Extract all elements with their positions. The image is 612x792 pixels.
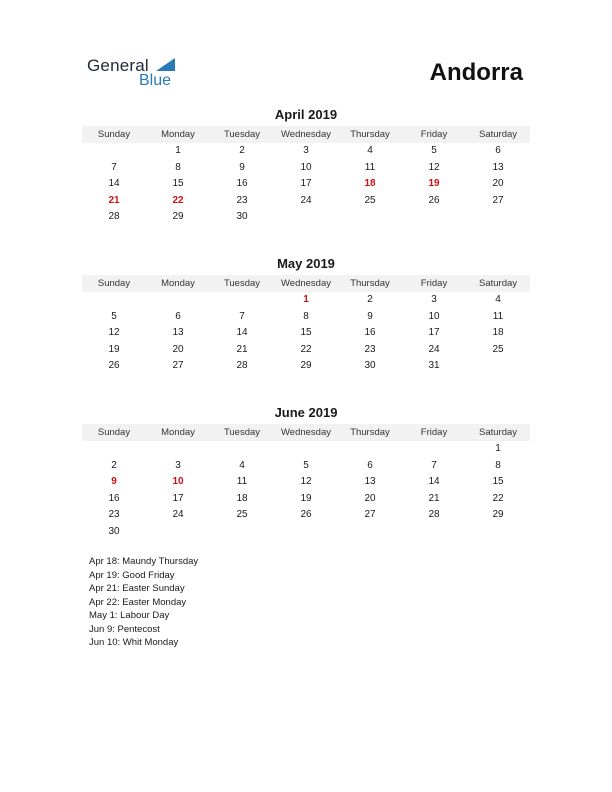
day-cell — [466, 358, 530, 375]
weekday-label: Monday — [161, 278, 195, 289]
day-cell: 26 — [300, 509, 312, 520]
day-cell: 6 — [495, 145, 501, 156]
holiday-day-cell: 1 — [303, 294, 309, 305]
month-calendar — [82, 107, 530, 226]
day-cell: 23 — [364, 343, 376, 355]
day-cell: 19 — [108, 343, 120, 355]
day-cell: 22 — [300, 343, 312, 355]
day-cell: 7 — [431, 459, 437, 471]
weekday-label: Tuesday — [223, 427, 261, 438]
day-cell: 21 — [236, 343, 248, 355]
day-cell — [210, 524, 274, 541]
day-cell: 15 — [492, 476, 504, 487]
day-cell: 1 — [175, 145, 181, 156]
week-row — [82, 491, 530, 508]
holiday-day-cell: 9 — [111, 476, 117, 487]
day-cell: 24 — [172, 509, 184, 520]
day-cell: 3 — [175, 459, 181, 471]
day-cell — [338, 441, 402, 458]
day-cell: 28 — [236, 360, 248, 371]
day-cell: 12 — [108, 327, 120, 338]
day-cell: 16 — [236, 178, 248, 189]
weekday-label: Tuesday — [223, 129, 261, 140]
day-cell: 18 — [492, 327, 504, 338]
day-cell: 8 — [495, 459, 501, 471]
day-cell: 12 — [300, 476, 312, 487]
day-cell: 24 — [428, 343, 440, 355]
day-cell: 7 — [111, 161, 117, 173]
day-cell: 13 — [172, 327, 184, 338]
day-cell: 22 — [492, 492, 504, 504]
weekday-label: Thursday — [350, 427, 390, 438]
weekday-label: Thursday — [350, 278, 390, 289]
day-cell: 5 — [111, 310, 117, 322]
day-cell: 11 — [236, 476, 248, 487]
day-cell: 24 — [300, 194, 312, 206]
day-cell: 31 — [428, 360, 440, 371]
weekday-label: Tuesday — [223, 278, 261, 289]
week-row — [82, 342, 530, 359]
day-cell: 28 — [428, 509, 440, 520]
weekday-label: Saturday — [478, 278, 518, 289]
weekday-label: Sunday — [97, 427, 131, 438]
weekday-label: Monday — [161, 129, 195, 140]
day-cell: 12 — [428, 161, 440, 173]
month-title: April 2019 — [274, 107, 338, 122]
holiday-list-item: Apr 18: Maundy Thursday — [89, 556, 199, 567]
day-cell: 4 — [367, 145, 373, 156]
day-cell — [274, 209, 338, 226]
weekday-header — [82, 275, 530, 292]
day-cell: 16 — [108, 492, 120, 504]
day-cell: 3 — [303, 145, 309, 156]
day-cell: 4 — [239, 459, 245, 471]
day-cell: 20 — [492, 178, 504, 189]
holiday-list-item: Apr 19: Good Friday — [89, 569, 175, 581]
logo-general-text: General — [87, 56, 149, 75]
day-cell: 30 — [236, 211, 248, 222]
day-cell: 25 — [364, 194, 376, 206]
weekday-label: Monday — [161, 427, 195, 438]
weekday-label: Sunday — [97, 278, 131, 289]
day-cell — [466, 524, 530, 541]
day-cell: 19 — [300, 492, 312, 504]
week-row — [82, 458, 530, 475]
holiday-day-cell: 22 — [172, 194, 184, 206]
day-cell: 14 — [236, 327, 248, 338]
day-cell: 18 — [236, 492, 248, 504]
day-cell: 6 — [367, 459, 373, 471]
weekday-label: Saturday — [478, 427, 518, 438]
day-cell — [82, 143, 146, 160]
holiday-day-cell: 21 — [108, 194, 120, 206]
day-cell — [82, 292, 146, 309]
day-cell: 28 — [108, 211, 120, 222]
day-cell: 25 — [236, 509, 248, 520]
day-cell: 26 — [108, 360, 120, 371]
day-cell — [210, 292, 274, 309]
day-cell: 13 — [492, 161, 504, 173]
day-cell: 8 — [175, 161, 181, 173]
day-cell — [466, 209, 530, 226]
week-row — [82, 507, 530, 524]
day-cell: 6 — [175, 310, 181, 322]
week-row — [82, 292, 530, 309]
day-cell: 29 — [300, 360, 312, 371]
day-cell: 1 — [495, 443, 501, 454]
day-cell: 25 — [492, 343, 504, 355]
generalblue-logo — [87, 56, 197, 92]
logo-triangle-icon — [156, 58, 175, 71]
day-cell: 8 — [303, 310, 309, 322]
day-cell: 20 — [364, 492, 376, 504]
day-cell: 17 — [172, 492, 184, 504]
holiday-list-item: Jun 10: Whit Monday — [89, 637, 179, 648]
month-title: June 2019 — [274, 405, 338, 420]
weekday-header — [82, 126, 530, 143]
day-cell: 3 — [431, 294, 437, 305]
week-row — [82, 209, 530, 226]
day-cell — [338, 209, 402, 226]
day-cell — [210, 441, 274, 458]
weekday-header — [82, 424, 530, 441]
week-row — [82, 325, 530, 342]
week-row — [82, 524, 530, 541]
weekday-label: Wednesday — [281, 427, 331, 438]
day-cell: 23 — [108, 509, 120, 520]
day-cell — [274, 441, 338, 458]
day-cell: 10 — [428, 310, 440, 322]
week-row — [82, 176, 530, 193]
day-cell: 4 — [495, 294, 501, 305]
week-row — [82, 474, 530, 491]
day-cell: 9 — [367, 310, 373, 322]
day-cell: 17 — [300, 178, 312, 189]
week-row — [82, 160, 530, 177]
day-cell: 2 — [239, 145, 245, 156]
day-cell: 27 — [172, 360, 184, 371]
week-row — [82, 441, 530, 458]
day-cell — [146, 292, 210, 309]
day-cell: 2 — [111, 459, 117, 471]
day-cell: 5 — [303, 459, 309, 471]
month-title: May 2019 — [277, 256, 335, 271]
weekday-label: Sunday — [97, 129, 131, 140]
day-cell: 29 — [172, 211, 184, 222]
day-cell: 21 — [428, 492, 440, 504]
holiday-day-cell: 18 — [364, 178, 376, 189]
day-cell: 30 — [108, 525, 120, 537]
day-cell: 11 — [492, 310, 504, 322]
logo-blue-text: Blue — [139, 72, 172, 89]
day-cell: 15 — [172, 178, 184, 189]
holiday-list — [89, 555, 198, 650]
day-cell: 13 — [364, 476, 376, 487]
day-cell: 26 — [428, 194, 440, 206]
holiday-list-item: Apr 21: Easter Sunday — [89, 583, 185, 594]
day-cell: 11 — [364, 161, 376, 173]
weekday-label: Saturday — [478, 129, 518, 140]
weekday-label: Wednesday — [281, 278, 331, 289]
week-row — [82, 143, 530, 160]
day-cell: 7 — [239, 310, 245, 322]
weekday-label: Thursday — [350, 129, 390, 140]
day-cell — [402, 209, 466, 226]
day-cell: 27 — [364, 509, 376, 520]
holiday-day-cell: 10 — [172, 476, 184, 487]
holiday-day-cell: 19 — [428, 178, 440, 189]
weekday-label: Friday — [420, 427, 448, 438]
day-cell: 2 — [367, 294, 373, 305]
day-cell: 14 — [428, 476, 440, 487]
day-cell — [338, 524, 402, 541]
day-cell — [274, 524, 338, 541]
day-cell — [82, 441, 146, 458]
holiday-list-item: Apr 22: Easter Monday — [89, 596, 187, 608]
day-cell: 30 — [364, 360, 376, 371]
week-row — [82, 358, 530, 375]
week-row — [82, 193, 530, 210]
day-cell — [146, 524, 210, 541]
weekday-label: Wednesday — [281, 129, 331, 140]
day-cell: 5 — [431, 145, 437, 156]
day-cell: 16 — [364, 327, 376, 338]
weekday-label: Friday — [420, 129, 448, 140]
day-cell: 10 — [300, 161, 312, 173]
day-cell: 15 — [300, 327, 312, 338]
holiday-list-item: May 1: Labour Day — [89, 610, 170, 621]
day-cell: 29 — [492, 509, 504, 520]
day-cell: 17 — [428, 327, 440, 338]
day-cell: 27 — [492, 194, 504, 206]
week-row — [82, 309, 530, 326]
month-calendar — [82, 256, 530, 375]
day-cell — [402, 441, 466, 458]
day-cell — [402, 524, 466, 541]
day-cell: 14 — [108, 178, 120, 189]
day-cell: 9 — [239, 161, 245, 173]
day-cell: 23 — [236, 194, 248, 206]
day-cell: 20 — [172, 343, 184, 355]
day-cell — [146, 441, 210, 458]
month-calendar — [82, 405, 530, 540]
weekday-label: Friday — [420, 278, 448, 289]
holiday-list-item: Jun 9: Pentecost — [89, 623, 160, 635]
country-title: Andorra — [429, 59, 523, 86]
